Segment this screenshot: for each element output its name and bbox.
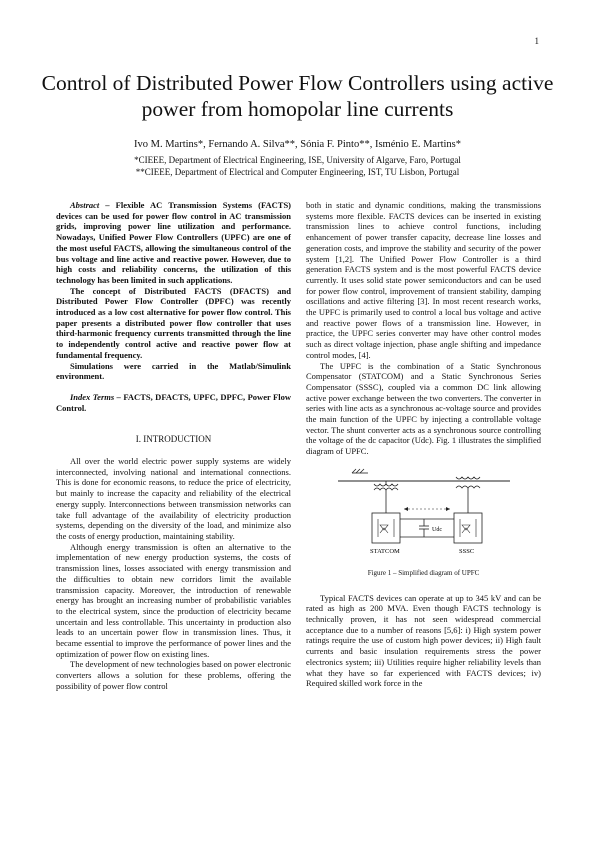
series-transformer [456,477,480,513]
affiliation-2: **CIEEE, Department of Electrical and Computer Engineering, IST, TU Lisbon, Portugal [135,167,460,177]
abstract-text-3: Simulations were carried in the Matlab/Simulink environment. [56,360,291,382]
right-paragraph-2: The UPFC is the combination of a Static Synchronous Compensator (STATCOM) and a Static Synchronous Series Compensator (SSSC), coupled via a common DC link allowing active power exchange between the two converters. The converter in series with line acts as a synchronous ac-voltage source and provides the main function of the UPFC by injecting a controllable voltage vector. The shunt converter acts as a synchronous source controlling the voltage of the dc capacitor (Udc). Fig. 1 illustrates the simplified diagram of UPFC. [306,360,541,457]
sssc-box [454,513,482,543]
right-column [306,200,541,689]
upfc-diagram [334,467,514,565]
intro-paragraph-1: All over the world electric power supply systems are widely interconnected, involving national and international connections. This is done for economic reasons, to reduce the price of electricity, but mainly to increase the capacity and reliability of the electrical energy supply. Interconnections between transmission networks can take full advantage of the availability of electricity production systems, depending on the diversity of the load, and minimize also the costs of energy production, maintaining stability. [56,456,291,541]
page-number: 1 [534,36,539,46]
intro-paragraph-2: Although energy transmission is often an alternative to the implementation of new energy production systems, the costs of transmission lines, losses associated with energy transmission and the difficulties to obtain new corridors limit the available transmission capacity. Moreover, the introduction of renewable energy has brought an increasing number of probabilistic variables to the electrical system, since the production of electricity became uncertain and less controllable. This uncertainty in production also leads to an uncertain power flow in transmission lines. Thus, it became essential to improve the performance of power lines and the optimization of power flow on existing lines. [56,541,291,659]
index-terms-text: FACTS, DFACTS, UPFC, DPFC, Power Flow Control. [56,391,291,413]
abstract-text-1: Flexible AC Transmission Systems (FACTS) devices can be used for power flow control in AC transmission grids, improving power line utilization and performance. Nowadays, Unified Power Flow Controllers (UPFC) are one of the most useful FACTS, allowing the simultaneous control of the bus voltage and line active and reactive power. However, due to high costs and reliability concerns, the utilization of this technology has been limited in such applications. [56,200,292,285]
paper-title: Control of Distributed Power Flow Controllers using active power from homopolar line currents [41,71,554,121]
index-terms [56,392,291,413]
section-heading: I. INTRODUCTION [135,434,212,445]
statcom-box [372,513,400,543]
dc-link [400,519,454,537]
abstract-text-2: The concept of Distributed FACTS (DFACTS) and Distributed Power Flow Controller (DPFC) was recently introduced as a low cost alternative for power flow control. This paper presents a distributed power flow controller that uses third-harmonic frequency currents transmitted through the line to independently control active and reactive power flow at fundamental frequency. [56,285,291,360]
left-column [56,200,291,692]
intro-paragraph-3: The development of new technologies based on power electronic converters allows a solution for these problems, offering the possibility of power flow control [56,659,291,691]
ground-symbol [352,469,368,473]
affiliation-1: *CIEEE, Department of Electrical Engineering, ISE, University of Algarve, Faro, Portugal [134,155,461,165]
sssc-label: SSSC [458,547,474,555]
figure-caption: Figure 1 – Simplified diagram of UPFC [367,568,480,577]
udc-label: Udc [431,526,442,533]
abstract-label: Abstract – [70,200,110,210]
arrowheads [404,507,450,511]
upfc-diagram-svg [334,467,514,565]
statcom-label: STATCOM [369,547,400,555]
index-terms-label: Index Terms – [70,391,121,402]
right-paragraph-3: Typical FACTS devices can operate at up to 345 kV and can be rated as high as 200 MVA. Even though FACTS technology is technically proven, it has not seen widespread commercial acceptance due to a number of reasons [5,6]: i) High system power ratings require the use of custom high power devices; ii) High fault currents and basic insulation requirements stress the power electronics system; iii) Utilities require higher reliability levels than what they have so far experienced with FACTS devices; iv) Required skilled work force in the [306,592,541,689]
right-paragraph-1: both in static and dynamic conditions, making the transmissions systems more flexible. FACTS devices can be inserted in existing transmission lines to achieve control functions, including enhancement of power transfer capacity, decrease line losses and generation costs, and improve the stability and security of the power system [1,2]. The Unified Power Flow Controller is a third generation FACTS system and is the most powerful FACTS device currently. It uses solid state power semiconductors and can be used for power flow control, improvement of transient stability, damping oscillations and active filtering [3]. In most recent research works, the UPFC is primarily used to control a local bus voltage and active and reactive power flows of a transmission line. However, in practice, the UPFC series converter may have other control modes such as direct voltage injection, phase angle shifting and impedance control modes, [4]. [306,200,541,360]
authors: Ivo M. Martins*, Fernando A. Silva**, Sónia F. Pinto**, Isménio E. Martins* [134,139,461,150]
abstract-paragraph [56,200,291,286]
shunt-transformer [374,481,398,513]
